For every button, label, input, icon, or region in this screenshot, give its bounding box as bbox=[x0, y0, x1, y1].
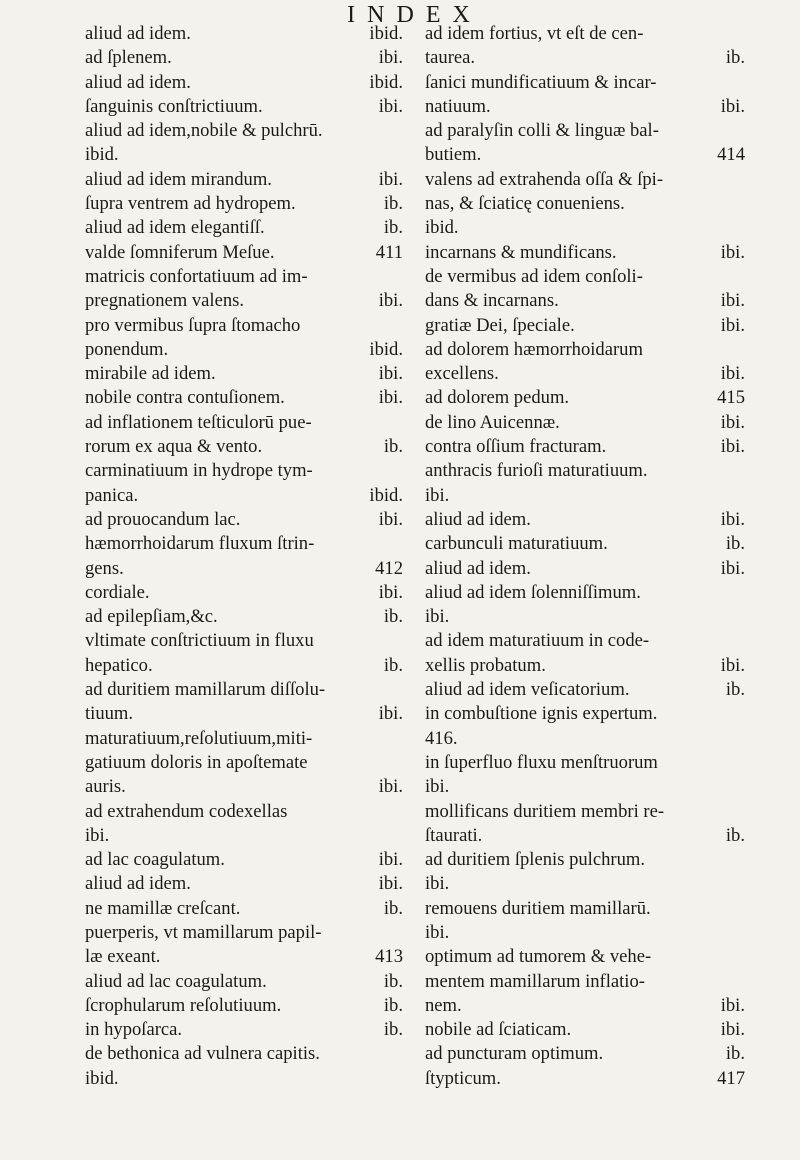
index-entry bbox=[85, 702, 403, 726]
index-entry bbox=[425, 872, 745, 896]
index-entry bbox=[85, 727, 403, 751]
index-entry bbox=[85, 800, 403, 824]
index-entry bbox=[425, 314, 745, 338]
index-entry bbox=[85, 338, 403, 362]
entry-reference: ibi. bbox=[720, 95, 745, 117]
entry-text: gens. bbox=[85, 557, 124, 579]
entry-text: ad dolorem hæmorrhoidarum bbox=[425, 338, 643, 360]
index-entry bbox=[85, 265, 403, 289]
entry-text: valens ad extrahenda oſſa & ſpi- bbox=[425, 168, 664, 190]
entry-text: ad dolorem pedum. bbox=[425, 387, 570, 409]
entry-reference: 415 bbox=[717, 387, 745, 409]
entry-text: hepatico. bbox=[85, 654, 153, 676]
index-entry bbox=[85, 168, 403, 192]
entry-reference: ib. bbox=[383, 897, 403, 919]
entry-text: incarnans & mundificans. bbox=[425, 241, 617, 263]
entry-text: vltimate conſtrictiuum in fluxu bbox=[85, 630, 314, 652]
entry-reference: ib. bbox=[383, 606, 403, 628]
index-entry bbox=[425, 654, 745, 678]
index-entry bbox=[85, 411, 403, 435]
index-entry bbox=[85, 994, 403, 1018]
index-entry bbox=[425, 289, 745, 313]
entry-reference: ibi. bbox=[378, 703, 403, 725]
entry-text: ad extrahendum codexellas bbox=[85, 800, 288, 822]
index-entry bbox=[85, 824, 403, 848]
index-entry bbox=[85, 119, 403, 143]
index-entry bbox=[85, 386, 403, 410]
index-entry bbox=[85, 314, 403, 338]
index-entry bbox=[85, 508, 403, 532]
entry-reference: ib. bbox=[725, 1043, 745, 1065]
entry-text: ſupra ventrem ad hydropem. bbox=[85, 193, 296, 215]
entry-text: puerperis, vt mamillarum papil- bbox=[85, 921, 322, 943]
index-entry bbox=[425, 800, 745, 824]
entry-reference: ibid. bbox=[369, 71, 403, 93]
entry-text: gratiæ Dei, ſpeciale. bbox=[425, 314, 575, 336]
entry-text: matricis confortatiuum ad im- bbox=[85, 265, 308, 287]
entry-reference: ibi. bbox=[378, 168, 403, 190]
entry-reference: ib. bbox=[383, 970, 403, 992]
entry-text: ſtaurati. bbox=[425, 824, 483, 846]
entry-text: aliud ad idem. bbox=[85, 23, 191, 44]
entry-text: ad duritiem ſplenis pulchrum. bbox=[425, 849, 645, 871]
entry-text: ad prouocandum lac. bbox=[85, 508, 241, 530]
entry-text: aliud ad idem mirandum. bbox=[85, 168, 272, 190]
entry-text: dans & incarnans. bbox=[425, 290, 559, 312]
entry-reference: 413 bbox=[375, 946, 403, 968]
index-entry bbox=[85, 872, 403, 896]
entry-text: nem. bbox=[425, 994, 462, 1016]
index-entry bbox=[85, 945, 403, 969]
index-entry bbox=[85, 897, 403, 921]
index-entry bbox=[85, 970, 403, 994]
entry-reference: ibi. bbox=[378, 387, 403, 409]
entry-text: xellis probatum. bbox=[425, 654, 546, 676]
index-entry bbox=[85, 192, 403, 216]
index-entry bbox=[425, 168, 745, 192]
entry-text: ſtypticum. bbox=[425, 1067, 501, 1089]
index-entry bbox=[425, 848, 745, 872]
entry-text: tiuum. bbox=[85, 703, 134, 725]
index-entry bbox=[85, 71, 403, 95]
entry-text: taurea. bbox=[425, 47, 476, 69]
index-entry bbox=[85, 22, 403, 46]
entry-reference: ibi. bbox=[720, 363, 745, 385]
index-entry bbox=[85, 921, 403, 945]
index-entry bbox=[85, 581, 403, 605]
index-entry bbox=[425, 484, 745, 508]
entry-text: ibi. bbox=[85, 824, 110, 846]
index-entry bbox=[85, 459, 403, 483]
index-entry bbox=[85, 532, 403, 556]
index-entry bbox=[85, 629, 403, 653]
entry-text: hæmorrhoidarum fluxum ſtrin- bbox=[85, 533, 315, 555]
index-entry bbox=[85, 46, 403, 70]
index-entry bbox=[85, 95, 403, 119]
index-entry bbox=[425, 459, 745, 483]
entry-text: ad ſplenem. bbox=[85, 47, 172, 69]
entry-reference: ibi. bbox=[378, 776, 403, 798]
index-entry bbox=[425, 751, 745, 775]
entry-text: ibid. bbox=[425, 217, 459, 239]
entry-text: ſanguinis conſtrictiuum. bbox=[85, 95, 263, 117]
index-entry bbox=[85, 143, 403, 167]
entry-text: in ſuperfluo fluxu menſtruorum bbox=[425, 751, 658, 773]
entry-reference: ib. bbox=[383, 436, 403, 458]
index-entry bbox=[85, 775, 403, 799]
entry-reference: ibi. bbox=[378, 581, 403, 603]
entry-text: ibi. bbox=[425, 484, 450, 506]
index-entry bbox=[425, 727, 745, 751]
entry-reference: 412 bbox=[375, 557, 403, 579]
entry-text: aliud ad idem,nobile & pulchrū. bbox=[85, 120, 323, 142]
index-entry bbox=[85, 678, 403, 702]
index-entry bbox=[425, 143, 745, 167]
index-entry bbox=[425, 411, 745, 435]
index-entry bbox=[425, 775, 745, 799]
entry-reference: ibi. bbox=[378, 95, 403, 117]
index-entry bbox=[425, 338, 745, 362]
index-entry bbox=[425, 945, 745, 969]
entry-text: contra oſſium fracturam. bbox=[425, 436, 607, 458]
index-entry bbox=[425, 678, 745, 702]
entry-text: ad idem fortius, vt eſt de cen- bbox=[425, 23, 644, 44]
index-entry bbox=[85, 654, 403, 678]
entry-reference: ibi. bbox=[720, 314, 745, 336]
entry-text: aliud ad lac coagulatum. bbox=[85, 970, 267, 992]
entry-text: læ exeant. bbox=[85, 946, 161, 968]
entry-text: aliud ad idem. bbox=[425, 508, 531, 530]
index-entry bbox=[85, 241, 403, 265]
entry-text: ne mamillæ creſcant. bbox=[85, 897, 241, 919]
entry-reference: ib. bbox=[383, 994, 403, 1016]
entry-reference: ibid. bbox=[369, 484, 403, 506]
entry-reference: ibi. bbox=[720, 557, 745, 579]
entry-text: nas, & ſciaticę conueniens. bbox=[425, 193, 625, 215]
index-entry bbox=[85, 1067, 403, 1091]
entry-text: ibi. bbox=[425, 873, 450, 895]
index-entry bbox=[425, 119, 745, 143]
entry-reference: ib. bbox=[383, 654, 403, 676]
entry-text: ibid. bbox=[85, 144, 119, 166]
entry-text: de lino Auicennæ. bbox=[425, 411, 560, 433]
index-entry bbox=[425, 921, 745, 945]
index-entry bbox=[425, 824, 745, 848]
entry-reference: ibi. bbox=[720, 290, 745, 312]
index-entry bbox=[425, 46, 745, 70]
entry-reference: ibi. bbox=[378, 363, 403, 385]
index-entry bbox=[85, 289, 403, 313]
entry-reference: ibi. bbox=[378, 47, 403, 69]
entry-reference: ib. bbox=[725, 533, 745, 555]
entry-reference: 411 bbox=[375, 241, 403, 263]
index-entry bbox=[425, 1067, 745, 1091]
index-entry bbox=[85, 605, 403, 629]
entry-text: maturatiuum,reſolutiuum,miti- bbox=[85, 727, 313, 749]
entry-text: excellens. bbox=[425, 363, 499, 385]
index-entry bbox=[425, 994, 745, 1018]
index-entry bbox=[425, 435, 745, 459]
entry-reference: ibi. bbox=[378, 849, 403, 871]
index-entry bbox=[425, 216, 745, 240]
entry-reference: ibi. bbox=[720, 241, 745, 263]
entry-text: ad duritiem mamillarum diſſolu- bbox=[85, 679, 326, 701]
index-entry bbox=[85, 848, 403, 872]
index-entry bbox=[425, 581, 745, 605]
entry-reference: ibi. bbox=[378, 290, 403, 312]
entry-text: ad lac coagulatum. bbox=[85, 849, 225, 871]
entry-text: ibi. bbox=[425, 921, 450, 943]
entry-text: in hypoſarca. bbox=[85, 1019, 183, 1041]
entry-reference: ib. bbox=[725, 679, 745, 701]
index-entry bbox=[85, 435, 403, 459]
entry-reference: 417 bbox=[717, 1067, 745, 1089]
index-entry bbox=[425, 629, 745, 653]
entry-text: ad paralyſin colli & linguæ bal- bbox=[425, 120, 659, 142]
index-entry bbox=[425, 265, 745, 289]
index-entry bbox=[425, 241, 745, 265]
entry-text: nobile ad ſciaticam. bbox=[425, 1019, 572, 1041]
index-entry bbox=[425, 22, 745, 46]
entry-text: nobile contra contuſionem. bbox=[85, 387, 285, 409]
entry-text: remouens duritiem mamillarū. bbox=[425, 897, 651, 919]
entry-text: ad epilepſiam,&c. bbox=[85, 606, 218, 628]
entry-text: ſanici mundificatiuum & incar- bbox=[425, 71, 657, 93]
entry-text: aliud ad idem elegantiſſ. bbox=[85, 217, 265, 239]
entry-text: valde ſomniferum Meſue. bbox=[85, 241, 275, 263]
entry-reference: ibi. bbox=[720, 994, 745, 1016]
index-entry bbox=[85, 362, 403, 386]
entry-text: ibi. bbox=[425, 776, 450, 798]
index-entry bbox=[425, 362, 745, 386]
entry-text: ſcrophularum reſolutiuum. bbox=[85, 994, 282, 1016]
entry-text: aliud ad idem. bbox=[425, 557, 531, 579]
entry-text: ad inflationem teſticulorū pue- bbox=[85, 411, 312, 433]
index-entry bbox=[85, 751, 403, 775]
index-entry bbox=[425, 192, 745, 216]
entry-text: anthracis furioſi maturatiuum. bbox=[425, 460, 648, 482]
entry-text: ad idem maturatiuum in code- bbox=[425, 630, 650, 652]
index-entry bbox=[85, 484, 403, 508]
index-entry bbox=[85, 557, 403, 581]
entry-text: ad puncturam optimum. bbox=[425, 1043, 604, 1065]
entry-reference: ib. bbox=[725, 47, 745, 69]
entry-text: carminatiuum in hydrope tym- bbox=[85, 460, 313, 482]
index-entry bbox=[425, 1018, 745, 1042]
index-entry bbox=[425, 95, 745, 119]
entry-text: ponendum. bbox=[85, 338, 169, 360]
entry-text: pregnationem valens. bbox=[85, 290, 245, 312]
entry-text: rorum ex aqua & vento. bbox=[85, 436, 263, 458]
index-entry bbox=[425, 508, 745, 532]
index-entry bbox=[425, 605, 745, 629]
entry-text: de vermibus ad idem conſoli- bbox=[425, 265, 643, 287]
page-header: I N D E X bbox=[347, 2, 473, 28]
index-entry bbox=[425, 897, 745, 921]
entry-reference: ib. bbox=[725, 824, 745, 846]
entry-text: aliud ad idem ſolenniſſimum. bbox=[425, 581, 641, 603]
entry-text: mirabile ad idem. bbox=[85, 363, 216, 385]
entry-text: mollificans duritiem membri re- bbox=[425, 800, 665, 822]
entry-reference: ib. bbox=[383, 217, 403, 239]
entry-text: optimum ad tumorem & vehe- bbox=[425, 946, 652, 968]
index-entry bbox=[425, 557, 745, 581]
index-entry bbox=[85, 216, 403, 240]
entry-reference: ib. bbox=[383, 1019, 403, 1041]
entry-reference: ibi. bbox=[720, 654, 745, 676]
left-column bbox=[85, 22, 403, 1091]
entry-text: natiuum. bbox=[425, 95, 491, 117]
right-column bbox=[425, 22, 745, 1091]
index-entry bbox=[425, 1042, 745, 1066]
entry-text: 416. bbox=[425, 727, 458, 749]
entry-text: carbunculi maturatiuum. bbox=[425, 533, 608, 555]
index-entry bbox=[85, 1042, 403, 1066]
entry-text: auris. bbox=[85, 776, 126, 798]
entry-text: aliud ad idem. bbox=[85, 71, 191, 93]
index-entry bbox=[85, 1018, 403, 1042]
entry-text: aliud ad idem veſicatorium. bbox=[425, 679, 630, 701]
entry-text: ibi. bbox=[425, 606, 450, 628]
index-entry bbox=[425, 386, 745, 410]
entry-reference: ibi. bbox=[720, 436, 745, 458]
entry-reference: 414 bbox=[717, 144, 745, 166]
entry-reference: ibi. bbox=[378, 508, 403, 530]
index-entry bbox=[425, 532, 745, 556]
entry-reference: ibi. bbox=[720, 508, 745, 530]
entry-text: aliud ad idem. bbox=[85, 873, 191, 895]
entry-reference: ibi. bbox=[720, 1019, 745, 1041]
entry-reference: ibi. bbox=[720, 411, 745, 433]
index-entry bbox=[425, 71, 745, 95]
entry-reference: ibi. bbox=[378, 873, 403, 895]
entry-reference: ibid. bbox=[369, 338, 403, 360]
entry-text: mentem mamillarum inflatio- bbox=[425, 970, 645, 992]
entry-text: butiem. bbox=[425, 144, 482, 166]
entry-text: ibid. bbox=[85, 1067, 119, 1089]
entry-text: panica. bbox=[85, 484, 139, 506]
entry-text: gatiuum doloris in apoſtemate bbox=[85, 751, 308, 773]
entry-text: in combuſtione ignis expertum. bbox=[425, 703, 658, 725]
index-entry bbox=[425, 702, 745, 726]
entry-text: pro vermibus ſupra ſtomacho bbox=[85, 314, 301, 336]
entry-text: de bethonica ad vulnera capitis. bbox=[85, 1043, 320, 1065]
entry-reference: ib. bbox=[383, 193, 403, 215]
entry-reference: ibid. bbox=[369, 23, 403, 44]
entry-text: cordiale. bbox=[85, 581, 150, 603]
index-entry bbox=[425, 970, 745, 994]
